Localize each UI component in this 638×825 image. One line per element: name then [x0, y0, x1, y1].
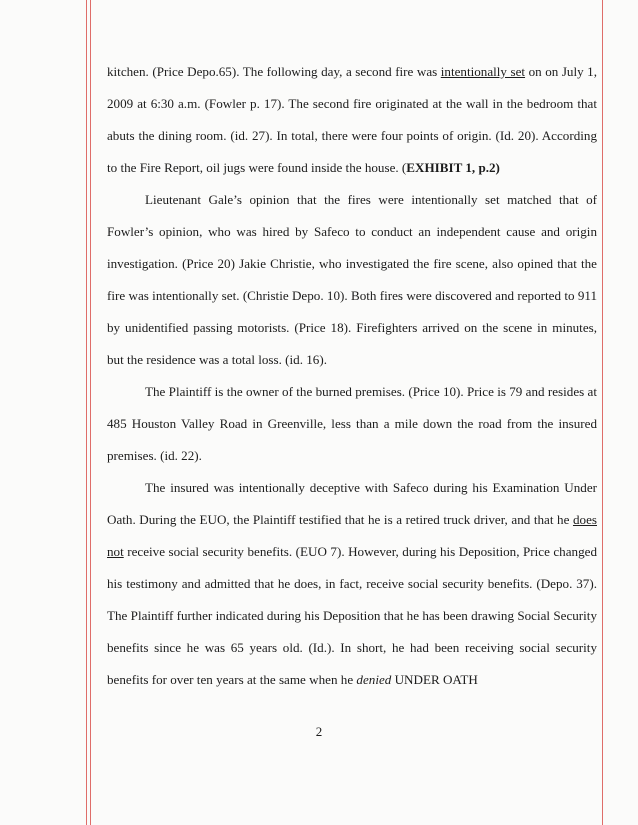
right-margin-rule: [602, 0, 603, 825]
text-segment: kitchen. (Price Depo.65). The following day, a second fire was: [107, 64, 441, 79]
text-segment: receive social security benefits. (EUO 7). However, during his Deposition, Price changed his testimony and admitted that he does, in fact, receive social security benefits. (Depo. 37). The Plaintiff further indicated during his Deposition that he has been drawing Social Security benefits since he was 65 years old. (Id.). In short, he had been receiving social security benefits for over ten years at the same when he: [107, 544, 597, 687]
left-margin-rule-inner: [90, 0, 91, 825]
document-body: [107, 56, 597, 696]
paragraph-p1: [107, 56, 597, 184]
page-number: 2: [315, 724, 323, 739]
text-segment: intentionally set: [440, 64, 526, 79]
text-segment: UNDER OATH: [391, 672, 478, 687]
paragraph-p2: [107, 184, 597, 376]
text-segment: Lieutenant Gale’s opinion that the fires were intentionally set matched that of Fowler’s opinion, who was hired by Safeco to conduct an independent cause and origin investigation. (Price 20) Jakie Christie, who investigated the fire scene, also opined that the fire was intentionally set. (Christie Depo. 10). Both fires were discovered and reported to 911 by unidentified passing motorists. (Price 18). Firefighters arrived on the scene in minutes, but the residence was a total loss. (id. 16).: [107, 192, 597, 367]
paragraph-p3: [107, 376, 597, 472]
text-segment: The Plaintiff is the owner of the burned premises. (Price 10). Price is 79 and resides at 485 Houston Valley Road in Greenville, less than a mile down the road from the insured premises. (id. 22).: [107, 384, 597, 463]
text-segment: denied: [356, 672, 392, 687]
text-segment: does not: [107, 512, 597, 559]
text-segment: The insured was intentionally deceptive with Safeco during his Examination Under Oath. During the EUO, the Plaintiff testified that he is a retired truck driver, and that he: [107, 480, 597, 527]
text-segment: on on July 1, 2009 at 6:30 a.m. (Fowler p. 17). The second fire originated at the wall in the bedroom that abuts the dining room. (id. 27). In total, there were four points of origin. (Id. 20). According to the Fire Report, oil jugs were found inside the house. (: [107, 64, 597, 175]
paragraph-p4: [107, 472, 597, 696]
text-segment: EXHIBIT 1, p.2): [406, 160, 500, 175]
left-margin-rule-outer: [86, 0, 87, 825]
